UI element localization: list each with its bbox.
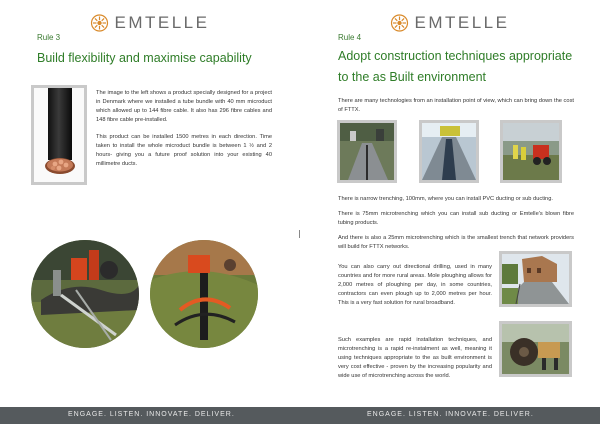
narrow-trench-photo (337, 120, 397, 183)
microtrench-25mm-photo (500, 120, 562, 183)
intro-text: There are many technologies from an installation point of view, which can bring down the cost of FTTX. (338, 98, 574, 113)
left-paragraph: This product can be installed 1500 metres in each direction. Time taken to install the whole microduct bundle is between 1 ½ and 2 hours- giving you a future proof solution into your existing 40 millimetre ducts. (96, 134, 272, 167)
right-paragraph: There is narrow trenching, 100mm, where you can install PVC ducting or sub ducting. (338, 196, 553, 202)
rule-label: Rule 3 (37, 33, 61, 42)
brand-name: EMTELLE (414, 13, 510, 32)
section-title-line: to the as Built environment (338, 70, 486, 84)
emtelle-logo-icon (391, 14, 409, 32)
microtrench-75mm-photo (419, 120, 479, 183)
installation-photo-circle-2 (150, 240, 258, 348)
rapid-installation-text: Such examples are rapid installation techniques, and microtrenching is a rapid re-instalment as well, meaning it using techniques appropriate to the as built environment is very cost effective - proven by the increasing popularity and wide use of microtrenching across the world. (338, 337, 492, 379)
installation-photo-circle-1 (31, 240, 139, 348)
brand-logo (391, 13, 510, 33)
right-body (338, 195, 574, 258)
directional-drilling-text: You can also carry out directional drilling, used in many countries and for more rural areas. Mole ploughing allows for 2,000 metres of ploughing per day, in some countries, contractors can even plough up to 2,000 metres per hour. This is a very fast solution for rural broadband. (338, 264, 492, 306)
section-title (338, 46, 572, 88)
rural-road-photo (499, 251, 572, 307)
section-title: Build flexibility and maximise capability (37, 51, 252, 65)
cable-drum-photo (499, 321, 572, 377)
rule-label: Rule 4 (338, 33, 362, 42)
footer-tagline-left: ENGAGE. LISTEN. INNOVATE. DELIVER. (68, 411, 235, 418)
right-paragraph: And there is also a 25mm microtrenching which is the smallest trench that network providers will build for FTTX networks. (338, 235, 574, 250)
brand-logo (91, 13, 210, 33)
brand-name: EMTELLE (114, 13, 210, 32)
left-body (96, 89, 272, 175)
section-title-line: Adopt construction techniques appropriate (338, 49, 573, 63)
footer-tagline-right: ENGAGE. LISTEN. INNOVATE. DELIVER. (367, 411, 534, 418)
right-page (300, 0, 600, 424)
microduct-bundle-photo (31, 85, 87, 185)
right-paragraph: There is 75mm microtrenching which you can install sub ducting or Emtelle's blown fibre tubing products. (338, 211, 574, 226)
emtelle-logo-icon (91, 14, 109, 32)
left-paragraph: The image to the left shows a product specially designed for a project in Denmark where we installed a tube bundle with 40 mm microduct which allowed up to 144 fibre cable. It also has 296 fibre cables and 148 fibre cable pre-installed. (96, 90, 272, 123)
